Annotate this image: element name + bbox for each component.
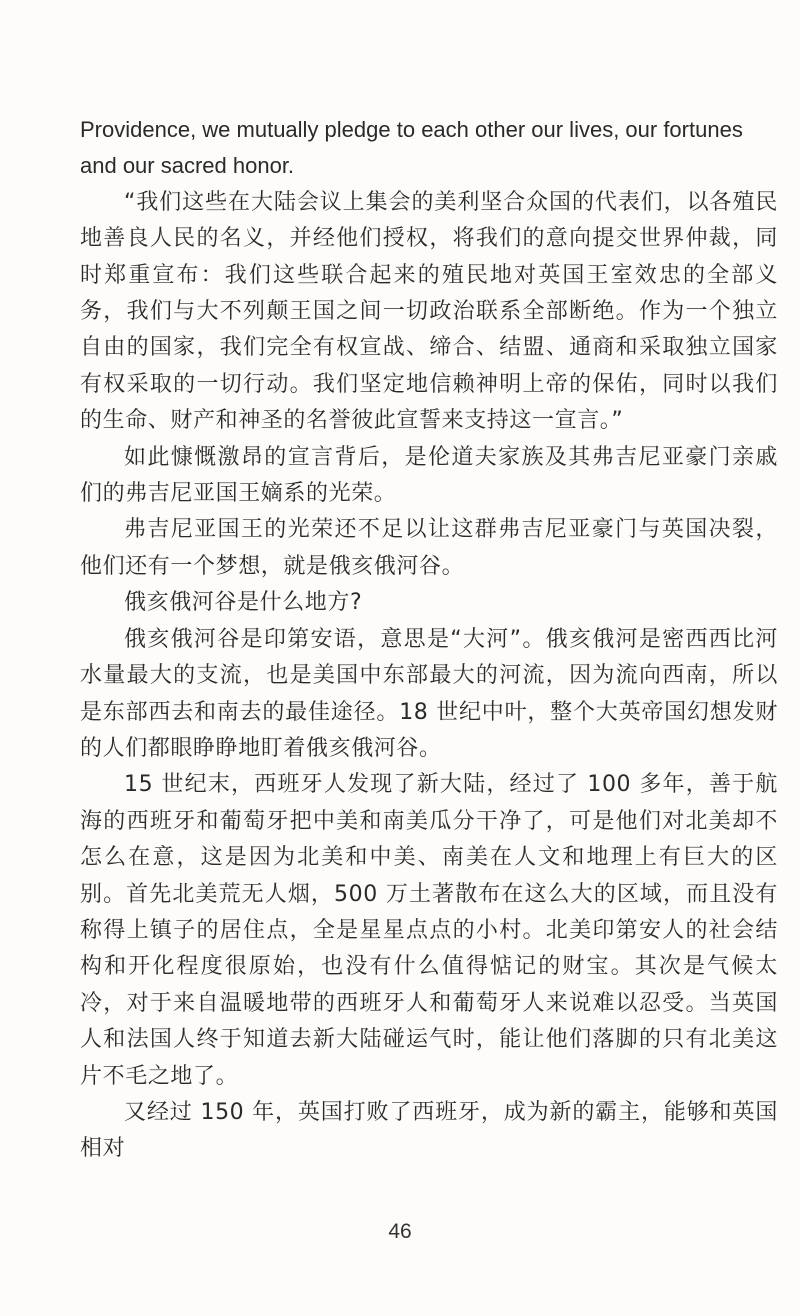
paragraph-question: 俄亥俄河谷是什么地方? (124, 590, 363, 616)
paragraph-england-rise: 又经过 150 年，英国打败了西班牙，成为新的霸主，能够和英国相对 (80, 1099, 778, 1162)
page-number: 46 (388, 1220, 412, 1243)
paragraph-ohio-valley: 俄亥俄河谷是印第安语，意思是“大河”。俄亥俄河是密西西比河水量最大的支流，也是美国中东部最大的河流，因为流向西南，所以是东部西去和南去的最佳途径。18 世纪中叶，整个大英帝国幻想发财的人们都眼睁睁地盯着俄亥俄河谷。 (80, 626, 778, 761)
paragraph-randolph-family: 如此慷慨激昂的宣言背后，是伦道夫家族及其弗吉尼亚豪门亲戚们的弗吉尼亚国王嫡系的光荣。 (80, 444, 778, 507)
paragraph-new-world: 15 世纪末，西班牙人发现了新大陆，经过了 100 多年，善于航海的西班牙和葡萄牙把中美和南美瓜分干净了，可是他们对北美却不怎么在意，这是因为北美和中美、南美在人文和地理上有巨大的区别。首先北美荒无人烟，500 万土著散布在这么大的区域，而且没有称得上镇子的居住点，全是星星点点的小村。北美印第安人的社会结构和开化程度很原始，也没有什么值得惦记的财宝。其次是气候太冷，对于来自温暖地带的西班牙人和葡萄牙人来说难以忍受。当英国人和法国人终于知道去新大陆碰运气时，能让他们落脚的只有北美这片不毛之地了。 (80, 772, 778, 1089)
paragraph-ohio-dream: 弗吉尼亚国王的光荣还不足以让这群弗吉尼亚豪门与英国决裂，他们还有一个梦想，就是俄亥俄河谷。 (80, 517, 778, 579)
body-text (80, 112, 778, 1168)
paragraph-declaration-translation: “我们这些在大陆会议上集会的美利坚合众国的代表们，以各殖民地善良人民的名义，并经他们授权，将我们的意向提交世界仲裁，同时郑重宣布：我们这些联合起来的殖民地对英国王室效忠的全部义务，我们与大不列颠王国之间一切政治联系全部断绝。作为一个独立自由的国家，我们完全有权宣战、缔合、结盟、通商和采取独立国家有权采取的一切行动。我们坚定地信赖神明上帝的保佑，同时以我们的生命、财产和神圣的名誉彼此宣誓来支持这一宣言。” (80, 189, 778, 434)
paragraph-english-quote-end: Providence, we mutually pledge to each other our lives, our fortunes and our sacred honor. (80, 117, 743, 179)
